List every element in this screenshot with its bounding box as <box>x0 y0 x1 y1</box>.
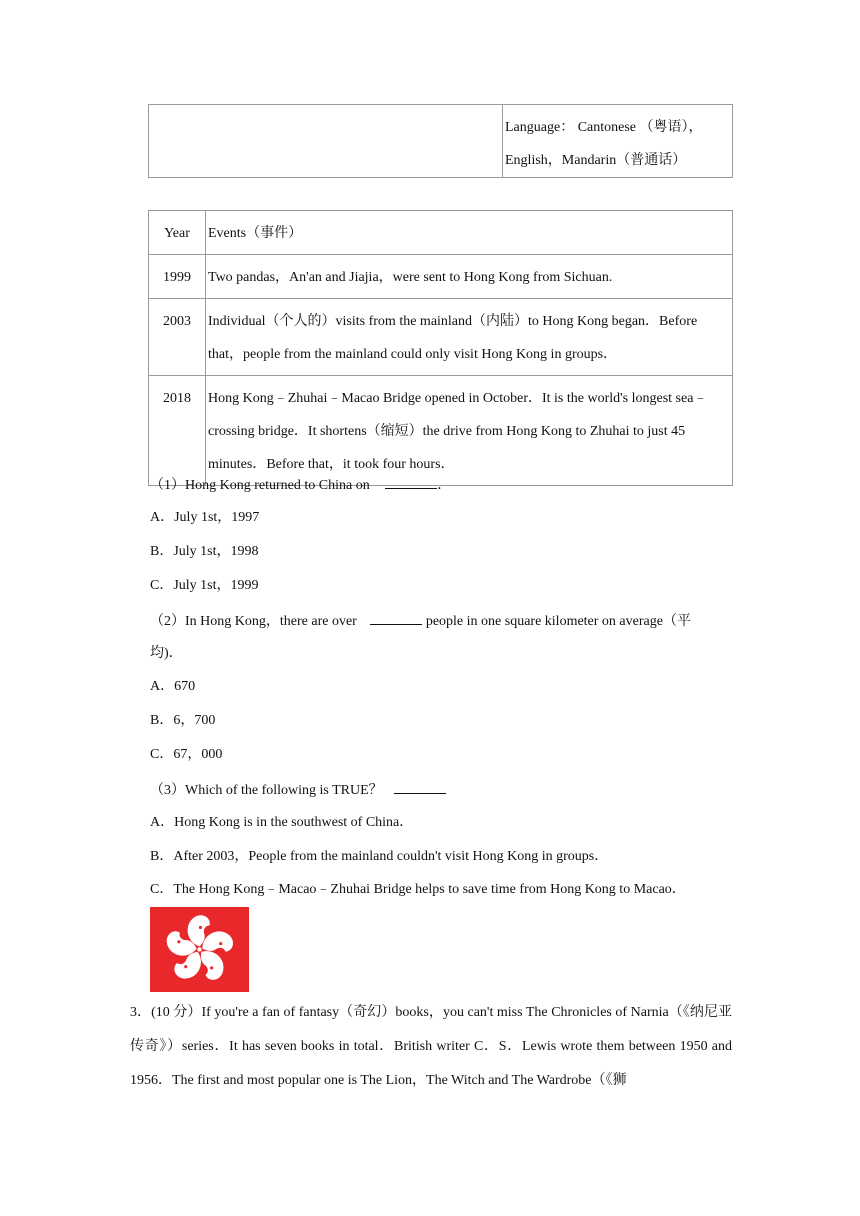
option-q2-b: B．6，700 <box>150 713 216 728</box>
question-1-stem: （1）Hong Kong returned to China on <box>150 478 370 493</box>
question-3 <box>150 779 446 801</box>
events-table <box>148 210 733 486</box>
language-cell <box>503 105 733 178</box>
question-1 <box>150 474 451 496</box>
row-event: Hong Kong﹣Zhuhai﹣Macao Bridge opened in October．It is the world's longest sea﹣crossing bridge．It shortens（缩短）the drive from Hong Kong to Zhuhai to just 45 minutes．Before that，it took four hours． <box>206 376 733 486</box>
question-2 <box>150 610 732 632</box>
header-year: Year <box>149 211 206 255</box>
row-year: 2018 <box>149 376 206 486</box>
language-line-2: English，Mandarin（普通话） <box>505 153 687 168</box>
answer-blank <box>370 610 422 625</box>
question-3-stem: （3）Which of the following is TRUE？ <box>150 783 383 798</box>
question-2-stem: （2）In Hong Kong，there are over <box>150 614 357 629</box>
option-q3-c: C．The Hong Kong﹣Macao﹣Zhuhai Bridge helps to save time from Hong Kong to Macao． <box>150 882 686 897</box>
row-event: Individual（个人的）visits from the mainland（内陆）to Hong Kong began．Before that，people from the mainland could only visit Hong Kong in groups． <box>206 299 733 376</box>
option-q2-a: A．670 <box>150 679 196 694</box>
row-event: Two pandas，An'an and Jiajia，were sent to Hong Kong from Sichuan. <box>206 255 733 299</box>
table-header-row <box>149 211 733 255</box>
answer-blank <box>394 779 446 794</box>
table-row <box>149 376 733 486</box>
empty-cell <box>149 105 503 178</box>
bauhinia-flower-icon <box>150 907 249 992</box>
question-2-cont: 均)． <box>150 646 183 661</box>
row-year: 1999 <box>149 255 206 299</box>
option-q2-c: C．67，000 <box>150 747 223 762</box>
option-q1-b: B．July 1st，1998 <box>150 544 259 559</box>
language-table <box>148 104 733 178</box>
table-row <box>149 255 733 299</box>
question-1-end: ． <box>437 478 452 493</box>
answer-blank <box>385 474 437 489</box>
language-line-1: Language： Cantonese （粤语）， <box>505 120 703 135</box>
table-row <box>149 299 733 376</box>
option-q1-a: A．July 1st，1997 <box>150 510 260 525</box>
option-q1-c: C．July 1st，1999 <box>150 578 259 593</box>
hong-kong-flag-icon <box>150 907 249 992</box>
option-q3-b: B．After 2003，People from the mainland couldn't visit Hong Kong in groups． <box>150 849 609 864</box>
header-events: Events（事件） <box>206 211 733 255</box>
option-q3-a: A．Hong Kong is in the southwest of China． <box>150 815 414 830</box>
question-2-stem-after: people in one square kilometer on average（平 <box>425 614 691 629</box>
row-year: 2003 <box>149 299 206 376</box>
passage-3: 3．(10 分）If you're a fan of fantasy（奇幻）books，you can't miss The Chronicles of Narnia（《纳尼亚传奇》）series．It has seven books in total．British writer C．S．Lewis wrote them between 1950 and 1956．The first and most popular one is The Lion，The Witch and The Wardrobe（《狮 <box>130 1005 732 1088</box>
